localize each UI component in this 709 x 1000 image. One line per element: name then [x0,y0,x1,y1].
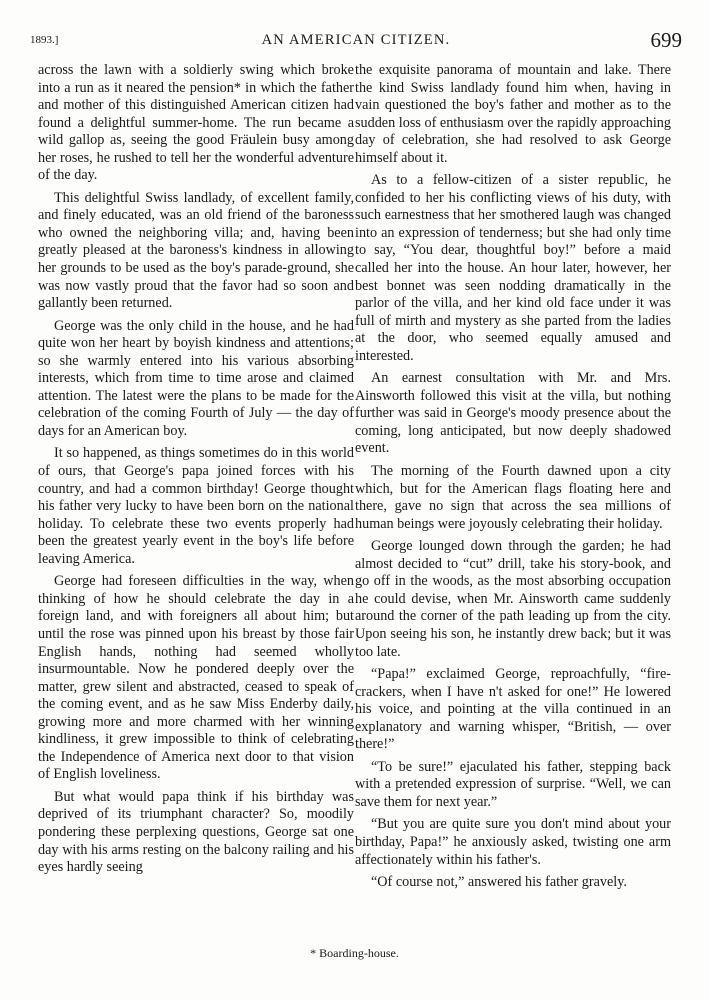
paragraph: An earnest consultation with Mr. and Mrs. Ainsworth followed this visit at the villa, but nothing further was said in George's moody presence about the coming, long anticipated, but now deeply shadowed event. [355,370,671,457]
paragraph: As to a fellow-citizen of a sister republic, he confided to her his conflicting views of his duty, with such earnestness that her smothered laugh was changed into an expression of tenderness; but she had only time to say, “You dear, thoughtful boy!” before a maid called her into the house. An hour later, however, her best bonnet was seen nodding dramatically in the parlor of the villa, and her kind old face under it was full of mirth and mystery as she parted from the ladies at the door, who seemed equally amused and interested. [355,172,671,364]
paragraph: George had foreseen difficulties in the way, when thinking of how he should celebrate the day in a foreign land, and with foreigners all about him; but until the rose was pinned upon his breast by those fair English hands, nothing had seemed wholly insurmountable. Now he pondered deeply over the matter, grew silent and abstracted, ceased to speak of the coming event, and as he saw Miss Enderby daily, growing more and more charmed with her winning kindliness, it grew impossible to think of celebrating the Independence of America next door to that vision of English loveliness. [38,573,354,783]
page-header [30,28,682,54]
paragraph: the exquisite panorama of mountain and lake. There the kind Swiss landlady found him when, having in vain questioned the boy's father and mother as to the sudden loss of enthusiasm over the rapidly approaching day of celebration, she had resolved to ask George himself about it. [355,62,671,166]
paragraph: “But you are quite sure you don't mind about your birthday, Papa!” he anxiously asked, twisting one arm affectionately within his father's. [355,816,671,868]
left-column [38,62,354,882]
paragraph: But what would papa think if his birthday was deprived of its triumphant character? So, moodily pondering these perplexing questions, George sat one day with his arms resting on the balcony railing and his eyes hardly seeing [38,788,354,876]
paragraph: It so happened, as things sometimes do in this world of ours, that George's papa joined forces with his country, and had a common birthday! George thought his father very lucky to have been born on the national holiday. To celebrate these two events properly had been the greatest yearly event in the boy's life before leaving America. [38,445,354,567]
paragraph: George lounged down through the garden; he had almost decided to “cut” drill, take his story-book, and go off in the woods, as the most absorbing occupation he could devise, when Mr. Ainsworth came suddenly around the corner of the path leading up from the city. Upon seeing his son, he instantly drew back; but it was too late. [355,538,671,660]
footnote: * Boarding-house. [310,946,399,960]
paragraph: “To be sure!” ejaculated his father, stepping back with a pretended expression of surprise. “Well, we can save them for next year.” [355,758,671,810]
right-column [355,62,671,897]
running-title: AN AMERICAN CITIZEN. [261,32,451,48]
page-number: 699 [650,28,682,52]
paragraph: “Of course not,” answered his father gravely. [371,874,627,891]
paragraph: George was the only child in the house, and he had quite won her heart by boyish kindness and attentions; so she warmly entered into his various absorbing interests, which from time to time arose and claimed attention. The latest were the plans to be made for the celebration of the coming Fourth of July — the day of days for an American boy. [38,317,354,439]
paragraph: This delightful Swiss landlady, of excellent family, and finely educated, was an old friend of the baroness who owned the neighboring villa; and, having been greatly pleased at the baroness's kindness in allowing her grounds to be used as the boy's parade-ground, she was now vastly proud that the favor had so soon and gallantly been returned. [38,189,354,312]
paragraph: across the lawn with a soldierly swing which broke into a run as it neared the pension* in which the father and mother of this distinguished American citizen had found a delightful summer-home. The run became a wild gallop as, seeing the good Fräulein busy among her roses, he rushed to tell her the wonderful adventure of the day. [38,62,354,184]
paragraph: The morning of the Fourth dawned upon a city which, but for the American flags floating here and there, gave no sign that across the sea millions of human beings were joyously celebrating their holiday. [355,463,671,532]
header-year: 1893.] [30,34,59,46]
paragraph: “Papa!” exclaimed George, reproachfully, “fire-crackers, when I have n't asked for one!” He lowered his voice, and pointing at the villa continued in an explanatory and warning whisper, “British, — over there!” [355,666,671,753]
